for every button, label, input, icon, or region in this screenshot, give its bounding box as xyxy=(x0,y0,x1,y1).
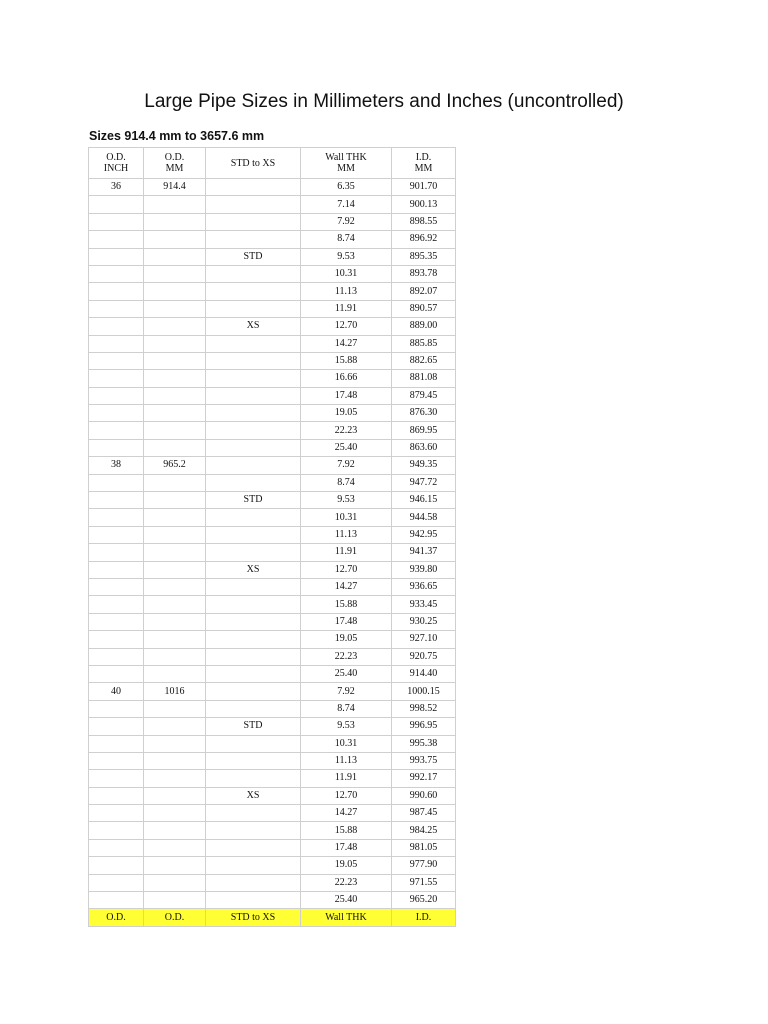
cell-std-to-xs xyxy=(206,596,301,613)
cell-id-mm: 927.10 xyxy=(392,631,456,648)
cell-std-to-xs xyxy=(206,544,301,561)
cell-id-mm: 996.95 xyxy=(392,718,456,735)
cell-od-inch xyxy=(89,648,144,665)
cell-od-mm xyxy=(144,439,206,456)
table-row xyxy=(89,665,456,682)
cell-od-inch xyxy=(89,335,144,352)
cell-id-mm: 995.38 xyxy=(392,735,456,752)
table-row xyxy=(89,526,456,543)
table-row xyxy=(89,509,456,526)
cell-od-mm xyxy=(144,248,206,265)
cell-id-mm: 863.60 xyxy=(392,439,456,456)
cell-std-to-xs xyxy=(206,387,301,404)
cell-id-mm: 896.92 xyxy=(392,231,456,248)
cell-std-to-xs xyxy=(206,735,301,752)
table-row xyxy=(89,422,456,439)
cell-std-to-xs xyxy=(206,648,301,665)
cell-od-mm xyxy=(144,665,206,682)
cell-od-inch: 36 xyxy=(89,179,144,196)
cell-std-to-xs: XS xyxy=(206,787,301,804)
cell-id-mm: 1000.15 xyxy=(392,683,456,700)
cell-id-mm: 990.60 xyxy=(392,787,456,804)
cell-wall-thk: 15.88 xyxy=(301,822,392,839)
table-row xyxy=(89,857,456,874)
table-row xyxy=(89,874,456,891)
table-row xyxy=(89,318,456,335)
cell-wall-thk: 22.23 xyxy=(301,422,392,439)
footer-id-mm: I.D. xyxy=(392,909,456,927)
table-row xyxy=(89,735,456,752)
cell-od-inch xyxy=(89,752,144,769)
cell-std-to-xs xyxy=(206,752,301,769)
cell-id-mm: 892.07 xyxy=(392,283,456,300)
cell-od-inch xyxy=(89,805,144,822)
cell-od-mm xyxy=(144,892,206,909)
cell-std-to-xs: XS xyxy=(206,561,301,578)
cell-id-mm: 933.45 xyxy=(392,596,456,613)
cell-std-to-xs: STD xyxy=(206,492,301,509)
cell-id-mm: 941.37 xyxy=(392,544,456,561)
cell-od-inch xyxy=(89,700,144,717)
cell-od-inch xyxy=(89,892,144,909)
header-id-mm-line2: MM xyxy=(414,163,433,174)
cell-od-mm xyxy=(144,770,206,787)
cell-od-inch xyxy=(89,213,144,230)
cell-od-mm xyxy=(144,787,206,804)
cell-od-mm xyxy=(144,631,206,648)
cell-wall-thk: 14.27 xyxy=(301,805,392,822)
table-row xyxy=(89,544,456,561)
table-row xyxy=(89,596,456,613)
cell-wall-thk: 10.31 xyxy=(301,265,392,282)
cell-id-mm: 881.08 xyxy=(392,370,456,387)
cell-od-mm xyxy=(144,561,206,578)
cell-wall-thk: 8.74 xyxy=(301,700,392,717)
header-id-mm xyxy=(392,148,456,179)
cell-od-mm xyxy=(144,648,206,665)
cell-od-inch xyxy=(89,613,144,630)
cell-id-mm: 920.75 xyxy=(392,648,456,665)
cell-id-mm: 889.00 xyxy=(392,318,456,335)
cell-wall-thk: 11.91 xyxy=(301,544,392,561)
table-row xyxy=(89,613,456,630)
cell-std-to-xs xyxy=(206,892,301,909)
table-row xyxy=(89,752,456,769)
cell-od-mm xyxy=(144,474,206,491)
cell-std-to-xs xyxy=(206,631,301,648)
cell-od-mm xyxy=(144,265,206,282)
cell-std-to-xs xyxy=(206,300,301,317)
table-row xyxy=(89,892,456,909)
cell-od-mm xyxy=(144,318,206,335)
cell-od-inch xyxy=(89,631,144,648)
table-row xyxy=(89,265,456,282)
cell-wall-thk: 12.70 xyxy=(301,318,392,335)
cell-od-inch xyxy=(89,770,144,787)
cell-wall-thk: 22.23 xyxy=(301,648,392,665)
cell-id-mm: 987.45 xyxy=(392,805,456,822)
cell-id-mm: 885.85 xyxy=(392,335,456,352)
table-row xyxy=(89,631,456,648)
cell-od-mm: 965.2 xyxy=(144,457,206,474)
cell-std-to-xs xyxy=(206,874,301,891)
cell-std-to-xs: STD xyxy=(206,718,301,735)
cell-od-mm xyxy=(144,822,206,839)
table-row xyxy=(89,578,456,595)
cell-od-inch xyxy=(89,596,144,613)
cell-od-mm xyxy=(144,492,206,509)
cell-std-to-xs xyxy=(206,196,301,213)
table-row xyxy=(89,352,456,369)
cell-od-inch xyxy=(89,665,144,682)
cell-od-inch xyxy=(89,787,144,804)
cell-id-mm: 949.35 xyxy=(392,457,456,474)
table-row xyxy=(89,179,456,196)
cell-od-inch xyxy=(89,422,144,439)
table-row xyxy=(89,457,456,474)
cell-od-inch xyxy=(89,822,144,839)
cell-id-mm: 936.65 xyxy=(392,578,456,595)
cell-std-to-xs xyxy=(206,526,301,543)
header-std-to-xs xyxy=(206,148,301,179)
cell-std-to-xs xyxy=(206,683,301,700)
table-header-row xyxy=(89,148,456,179)
cell-id-mm: 984.25 xyxy=(392,822,456,839)
cell-wall-thk: 25.40 xyxy=(301,892,392,909)
table-row xyxy=(89,231,456,248)
table-row xyxy=(89,248,456,265)
cell-id-mm: 981.05 xyxy=(392,839,456,856)
header-od-mm xyxy=(144,148,206,179)
table-row xyxy=(89,683,456,700)
table-row xyxy=(89,213,456,230)
cell-std-to-xs xyxy=(206,805,301,822)
cell-wall-thk: 15.88 xyxy=(301,352,392,369)
cell-od-inch xyxy=(89,283,144,300)
cell-std-to-xs xyxy=(206,335,301,352)
cell-id-mm: 993.75 xyxy=(392,752,456,769)
cell-std-to-xs xyxy=(206,578,301,595)
table-row xyxy=(89,787,456,804)
cell-od-inch xyxy=(89,439,144,456)
header-id-mm-line1: I.D. xyxy=(415,152,432,163)
cell-std-to-xs xyxy=(206,509,301,526)
table-body xyxy=(89,179,456,909)
cell-wall-thk: 25.40 xyxy=(301,439,392,456)
cell-od-inch: 38 xyxy=(89,457,144,474)
cell-id-mm: 947.72 xyxy=(392,474,456,491)
cell-wall-thk: 9.53 xyxy=(301,492,392,509)
table-row xyxy=(89,805,456,822)
cell-od-mm xyxy=(144,735,206,752)
cell-od-mm xyxy=(144,213,206,230)
table-row xyxy=(89,492,456,509)
cell-std-to-xs xyxy=(206,770,301,787)
table-row xyxy=(89,770,456,787)
header-od-inch-line2: INCH xyxy=(103,163,129,174)
cell-wall-thk: 7.92 xyxy=(301,213,392,230)
cell-od-mm xyxy=(144,596,206,613)
cell-od-mm xyxy=(144,805,206,822)
cell-id-mm: 977.90 xyxy=(392,857,456,874)
cell-std-to-xs xyxy=(206,613,301,630)
header-wall-thk-line1: Wall THK xyxy=(325,152,367,163)
cell-std-to-xs xyxy=(206,352,301,369)
table-row xyxy=(89,300,456,317)
cell-wall-thk: 19.05 xyxy=(301,631,392,648)
cell-std-to-xs xyxy=(206,265,301,282)
cell-id-mm: 876.30 xyxy=(392,405,456,422)
cell-wall-thk: 8.74 xyxy=(301,231,392,248)
cell-id-mm: 992.17 xyxy=(392,770,456,787)
cell-std-to-xs xyxy=(206,665,301,682)
cell-od-mm xyxy=(144,857,206,874)
cell-od-mm xyxy=(144,578,206,595)
cell-od-mm xyxy=(144,700,206,717)
cell-id-mm: 914.40 xyxy=(392,665,456,682)
cell-std-to-xs xyxy=(206,439,301,456)
cell-id-mm: 890.57 xyxy=(392,300,456,317)
cell-std-to-xs: XS xyxy=(206,318,301,335)
cell-id-mm: 900.13 xyxy=(392,196,456,213)
table-row xyxy=(89,405,456,422)
cell-od-inch xyxy=(89,578,144,595)
table-row xyxy=(89,474,456,491)
cell-od-mm xyxy=(144,405,206,422)
cell-od-mm xyxy=(144,422,206,439)
pipe-size-table xyxy=(88,147,456,927)
cell-od-inch xyxy=(89,387,144,404)
cell-id-mm: 901.70 xyxy=(392,179,456,196)
cell-od-mm xyxy=(144,387,206,404)
footer-std-to-xs: STD to XS xyxy=(206,909,301,927)
cell-od-mm xyxy=(144,752,206,769)
cell-od-inch xyxy=(89,874,144,891)
cell-std-to-xs xyxy=(206,405,301,422)
cell-od-mm xyxy=(144,335,206,352)
cell-od-mm xyxy=(144,718,206,735)
cell-od-mm xyxy=(144,370,206,387)
cell-wall-thk: 22.23 xyxy=(301,874,392,891)
cell-wall-thk: 17.48 xyxy=(301,839,392,856)
header-wall-thk-line2: MM xyxy=(337,163,355,174)
cell-std-to-xs xyxy=(206,457,301,474)
cell-wall-thk: 7.92 xyxy=(301,457,392,474)
cell-id-mm: 895.35 xyxy=(392,248,456,265)
cell-id-mm: 893.78 xyxy=(392,265,456,282)
cell-od-inch: 40 xyxy=(89,683,144,700)
cell-id-mm: 942.95 xyxy=(392,526,456,543)
cell-od-mm xyxy=(144,196,206,213)
header-od-inch xyxy=(89,148,144,179)
header-wall-thk xyxy=(301,148,392,179)
page-title: Large Pipe Sizes in Millimeters and Inches (uncontrolled) xyxy=(144,91,624,112)
cell-od-inch xyxy=(89,735,144,752)
cell-od-mm xyxy=(144,544,206,561)
cell-od-inch xyxy=(89,352,144,369)
cell-std-to-xs xyxy=(206,213,301,230)
cell-wall-thk: 14.27 xyxy=(301,335,392,352)
cell-od-inch xyxy=(89,544,144,561)
cell-wall-thk: 10.31 xyxy=(301,735,392,752)
header-od-inch-line1: O.D. xyxy=(106,152,126,163)
cell-wall-thk: 17.48 xyxy=(301,613,392,630)
cell-id-mm: 946.15 xyxy=(392,492,456,509)
cell-od-inch xyxy=(89,492,144,509)
table-row xyxy=(89,648,456,665)
header-od-mm-line1: O.D. xyxy=(164,152,185,163)
cell-od-mm xyxy=(144,613,206,630)
table-row xyxy=(89,718,456,735)
cell-od-mm xyxy=(144,874,206,891)
cell-id-mm: 882.65 xyxy=(392,352,456,369)
cell-od-mm xyxy=(144,509,206,526)
table-row xyxy=(89,561,456,578)
table-footer-row xyxy=(89,909,456,927)
cell-wall-thk: 11.13 xyxy=(301,283,392,300)
cell-id-mm: 898.55 xyxy=(392,213,456,230)
cell-wall-thk: 19.05 xyxy=(301,405,392,422)
cell-od-mm xyxy=(144,300,206,317)
cell-wall-thk: 11.13 xyxy=(301,752,392,769)
cell-wall-thk: 16.66 xyxy=(301,370,392,387)
cell-wall-thk: 12.70 xyxy=(301,561,392,578)
cell-wall-thk: 9.53 xyxy=(301,248,392,265)
cell-std-to-xs xyxy=(206,839,301,856)
cell-wall-thk: 17.48 xyxy=(301,387,392,404)
header-std-to-xs-line1: STD to XS xyxy=(230,157,276,169)
cell-wall-thk: 25.40 xyxy=(301,665,392,682)
cell-od-inch xyxy=(89,318,144,335)
cell-id-mm: 971.55 xyxy=(392,874,456,891)
table-row xyxy=(89,370,456,387)
cell-std-to-xs: STD xyxy=(206,248,301,265)
cell-od-mm xyxy=(144,352,206,369)
cell-id-mm: 869.95 xyxy=(392,422,456,439)
cell-wall-thk: 12.70 xyxy=(301,787,392,804)
table-row xyxy=(89,839,456,856)
cell-od-mm xyxy=(144,283,206,300)
cell-wall-thk: 14.27 xyxy=(301,578,392,595)
cell-std-to-xs xyxy=(206,231,301,248)
cell-od-inch xyxy=(89,300,144,317)
cell-od-mm: 914.4 xyxy=(144,179,206,196)
cell-wall-thk: 11.91 xyxy=(301,770,392,787)
footer-od-inch: O.D. xyxy=(89,909,144,927)
cell-id-mm: 944.58 xyxy=(392,509,456,526)
table-row xyxy=(89,283,456,300)
cell-wall-thk: 6.35 xyxy=(301,179,392,196)
cell-wall-thk: 11.13 xyxy=(301,526,392,543)
table-row xyxy=(89,335,456,352)
cell-wall-thk: 9.53 xyxy=(301,718,392,735)
table-row xyxy=(89,822,456,839)
cell-od-inch xyxy=(89,718,144,735)
cell-wall-thk: 8.74 xyxy=(301,474,392,491)
cell-od-inch xyxy=(89,509,144,526)
cell-od-inch xyxy=(89,839,144,856)
cell-wall-thk: 7.14 xyxy=(301,196,392,213)
footer-wall-thk: Wall THK xyxy=(301,909,392,927)
cell-od-inch xyxy=(89,248,144,265)
cell-id-mm: 998.52 xyxy=(392,700,456,717)
cell-wall-thk: 10.31 xyxy=(301,509,392,526)
cell-id-mm: 939.80 xyxy=(392,561,456,578)
cell-od-inch xyxy=(89,474,144,491)
cell-id-mm: 879.45 xyxy=(392,387,456,404)
cell-od-inch xyxy=(89,405,144,422)
cell-wall-thk: 11.91 xyxy=(301,300,392,317)
cell-od-inch xyxy=(89,561,144,578)
cell-std-to-xs xyxy=(206,700,301,717)
cell-wall-thk: 19.05 xyxy=(301,857,392,874)
cell-od-inch xyxy=(89,196,144,213)
cell-od-inch xyxy=(89,231,144,248)
cell-od-inch xyxy=(89,857,144,874)
cell-od-mm: 1016 xyxy=(144,683,206,700)
cell-wall-thk: 15.88 xyxy=(301,596,392,613)
cell-od-mm xyxy=(144,839,206,856)
cell-std-to-xs xyxy=(206,179,301,196)
cell-od-mm xyxy=(144,231,206,248)
cell-std-to-xs xyxy=(206,474,301,491)
table-row xyxy=(89,387,456,404)
cell-id-mm: 965.20 xyxy=(392,892,456,909)
cell-std-to-xs xyxy=(206,822,301,839)
cell-std-to-xs xyxy=(206,370,301,387)
cell-od-inch xyxy=(89,370,144,387)
cell-wall-thk: 7.92 xyxy=(301,683,392,700)
table-caption: Sizes 914.4 mm to 3657.6 mm xyxy=(89,129,265,143)
header-od-mm-line2: MM xyxy=(165,163,184,174)
cell-std-to-xs xyxy=(206,283,301,300)
cell-std-to-xs xyxy=(206,857,301,874)
table-row xyxy=(89,196,456,213)
cell-od-inch xyxy=(89,526,144,543)
cell-od-inch xyxy=(89,265,144,282)
table-row xyxy=(89,439,456,456)
table-row xyxy=(89,700,456,717)
cell-id-mm: 930.25 xyxy=(392,613,456,630)
cell-od-mm xyxy=(144,526,206,543)
cell-std-to-xs xyxy=(206,422,301,439)
footer-od-mm: O.D. xyxy=(144,909,206,927)
